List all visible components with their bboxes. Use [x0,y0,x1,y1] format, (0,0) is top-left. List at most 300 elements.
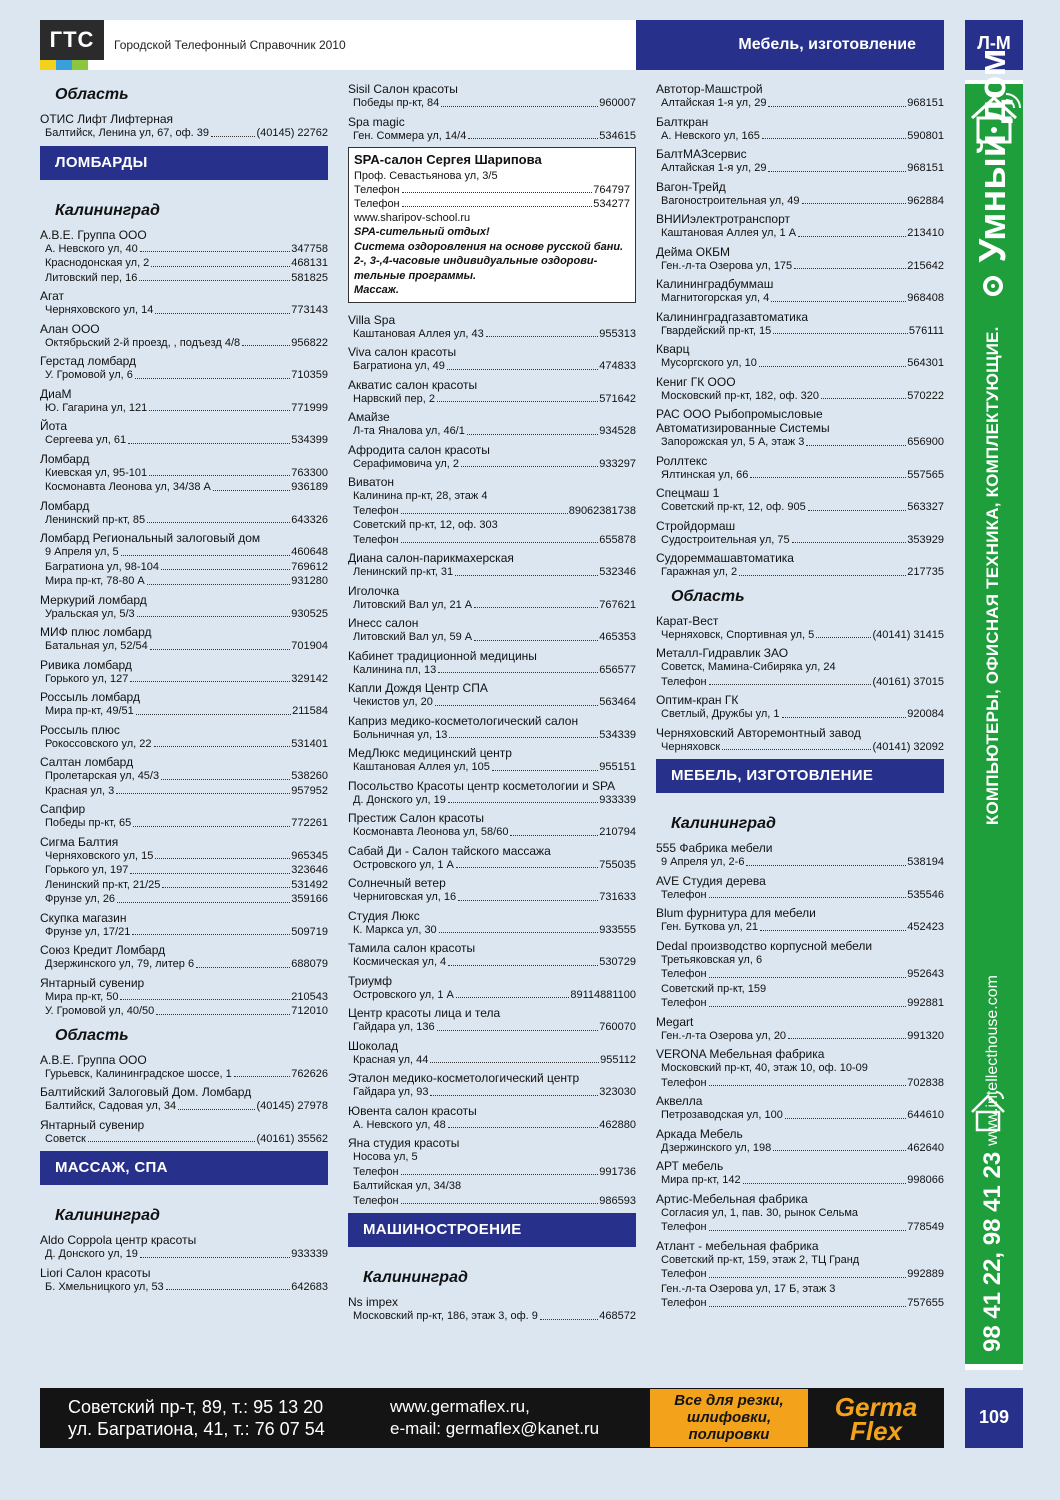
listing-address: Победы пр-кт, 84 [353,97,440,109]
dot-leader [792,533,907,544]
dot-leader [166,1280,291,1291]
listing-line [348,424,636,439]
listing-entry [40,1053,328,1082]
dot-leader [149,401,290,412]
listing-name: VERONA Мебельная фабрика [656,1047,825,1061]
listing-phone: 968151 [907,97,944,109]
region-heading: Область [671,587,745,605]
dot-leader [461,457,598,468]
listing-phone: 210794 [599,826,636,838]
dot-leader [709,996,907,1007]
listing-line [40,816,328,831]
listing-address: Пролетарская ул, 45/3 [45,770,160,782]
listing-entry [40,976,328,1019]
listing-line [40,336,328,351]
listing-line [348,988,636,1003]
listing-address: Ленинский пр-кт, 85 [45,513,146,526]
listing-line [656,291,944,306]
dot-leader [455,565,598,576]
logo-stripe-white [88,60,104,70]
listing-entry [40,1266,328,1295]
listing-line [656,707,944,722]
listing-line [348,392,636,407]
listing-phone: 468572 [599,1310,636,1322]
listing-entry [348,410,636,439]
ad-phone-line [354,183,630,197]
listing-phone: 986593 [599,1194,636,1207]
listing-line [40,704,328,719]
listing-phone: (40161) 35562 [256,1132,328,1145]
listing-entry [40,911,328,940]
dot-leader [467,424,598,435]
dot-leader [155,303,290,314]
listing-address: Ю. Гагарина ул, 121 [45,401,148,414]
listing-phone: 557565 [907,468,944,481]
listing-phone: 563327 [907,501,944,513]
listing-name: БалтМАЗсервис [656,147,747,161]
dot-leader [137,607,291,618]
side-products: КОМПЬЮТЕРЫ, ОФИСНАЯ ТЕХНИКА, КОМПЛЕКТУЮЩИЕ. [983,326,1002,826]
listing-name: Вагон-Трейд [656,179,726,194]
listing-phone: (40145) 22762 [256,127,328,139]
listing-address: Алтайская 1-я ул, 29 [661,162,767,174]
listing-entry [40,625,328,654]
listing-phone: 590801 [907,129,944,142]
listing-address: Ген.-л-та Озерова ул, 17 Б, этаж 3 [661,1282,836,1295]
dot-leader [709,888,907,899]
listing-entry [348,746,636,775]
listing-entry [348,313,636,342]
listing-address: Красная ул, 3 [45,784,115,797]
listing-line [348,1150,636,1165]
dot-leader [441,96,598,107]
dot-leader [456,858,598,869]
dot-leader [162,878,290,889]
dot-leader [161,560,290,571]
listing-line [40,256,328,271]
ad-phone: 534277 [593,198,630,210]
listing-phone: 359166 [291,893,328,905]
listing-line [656,1282,944,1297]
listing-phone: 462640 [907,1141,944,1154]
listing-line [40,1067,328,1082]
listing-phone: 955313 [599,327,636,340]
dot-leader [709,675,872,686]
listing-address: Гаражная ул, 2 [661,566,738,578]
listing-phone: 992889 [907,1268,944,1280]
listing-address: Гурьевск, Калининградское шоссе, 1 [45,1067,232,1080]
dot-leader [492,760,598,771]
listing-entry [40,289,328,318]
listing-name: Балткран [656,114,709,129]
listing-entry [348,82,636,111]
listing-entry [656,486,944,515]
listing-name: Атлант - мебельная фабрика [656,1238,819,1253]
listing-line [348,955,636,970]
listing-name: 555 Фабрика мебели [656,841,773,855]
listing-entry [348,345,636,374]
dot-leader [117,892,290,903]
listing-phone: 323030 [599,1086,636,1098]
dot-leader [213,480,290,491]
listing-phone: 655878 [599,533,636,546]
listing-name: МедЛюкс медицинский центр [348,746,512,760]
listing-entry [348,1136,636,1208]
listing-address: Советск [45,1132,86,1145]
listing-line [40,545,328,560]
dot-leader [121,545,291,556]
listing-address: Каштановая Аллея ул, 105 [353,761,490,773]
listing-phone: 534615 [599,129,636,142]
listing-phone: 933555 [599,923,636,936]
listing-name: Солнечный ветер [348,876,446,890]
listing-line [40,769,328,784]
dot-leader [120,990,290,1001]
listing-line [40,433,328,448]
listing-line [656,161,944,176]
listing-entry [656,646,944,689]
listing-phone: 531401 [291,737,328,750]
listing-address: Носова ул, 5 [353,1151,418,1163]
dot-leader [448,1118,599,1129]
listing-address: Черняховского ул, 15 [45,849,154,862]
listing-name: Афродита салон красоты [348,442,490,457]
listing-phone: 933297 [599,457,636,470]
listing-entry [348,909,636,938]
dot-leader [401,1165,599,1176]
listing-line [40,607,328,622]
listing-address: Телефон [661,1076,707,1089]
listing-phone: 642683 [291,1280,328,1293]
listing-line [348,695,636,710]
listing-address: Телефон [661,888,707,901]
listing-line [656,1253,944,1268]
logo-text: ГТС [40,20,104,60]
listing-line [656,324,944,339]
listing-phone: 769612 [291,560,328,573]
listing-name: Агат [40,289,65,303]
listing-line [656,628,944,643]
listing-address: Литовский пер, 16 [45,271,138,284]
listing-phone: 760070 [599,1021,636,1033]
listing-address: Каштановая Аллея ул, 1 А [661,227,797,239]
dot-leader [798,226,906,237]
ad-phone-label: Телефон [354,184,400,196]
dot-leader [788,1029,906,1040]
listing-phone: 992881 [907,997,944,1009]
listing-phone: 968151 [907,162,944,174]
dot-leader [448,955,598,966]
listing-address: Гвардейский пр-кт, 15 [661,324,772,337]
listing-name: Villa Spa [348,312,396,327]
listing-address: Литовский Вал ул, 21 А [353,598,473,611]
listing-name: Dedal производство корпусной мебели [656,938,873,953]
listing-entry [656,1239,944,1311]
listing-address: Литовский Вал ул, 59 А [353,631,473,643]
logo-stripe-yellow [40,60,56,70]
listing-line [656,888,944,903]
listing-name: Ювента салон красоты [348,1103,477,1118]
logo-stripe-blue [56,60,72,70]
listing-phone: 534399 [291,434,328,446]
listing-phone: 702838 [907,1076,944,1089]
listing-address: Телефон [353,1165,399,1178]
region-heading: Калининград [671,815,776,832]
listing-address: Серафимовича ул, 2 [353,457,459,470]
listing-line [656,675,944,690]
listing-entry [656,841,944,870]
listing-phone: (40145) 27978 [256,1100,328,1112]
listing-line [40,271,328,286]
ad-website[interactable]: www.sharipov-school.ru [354,212,471,224]
listing-address: Киевская ул, 95-101 [45,466,148,479]
dot-leader [468,129,598,140]
listing-name: Янтарный сувенир [40,1117,145,1132]
listing-address: А. Невского ул, 40 [45,242,138,255]
listing-line [40,303,328,318]
listing-entry [656,1015,944,1044]
listing-address: Судостроительная ул, 75 [661,533,790,546]
listing-entry [656,245,944,274]
listing-name: Liori Салон красоты [40,1265,151,1280]
listing-line [656,129,944,144]
listing-name: Карат-Вест [656,613,719,628]
dot-leader [242,336,290,347]
listing-name: Салтан ломбард [40,755,134,769]
listing-line [656,953,944,968]
dot-leader [147,574,291,585]
listing-name: Автотор-Машстрой [656,82,763,96]
listing-line [348,825,636,840]
listing-phone: 763300 [291,466,328,479]
listing-name: ВНИИэлектротранспорт [656,212,790,226]
listing-line [656,1296,944,1311]
listing-line [40,466,328,481]
listing-address: Дзержинского ул, 198 [661,1141,772,1154]
dot-leader [437,392,598,403]
dot-leader [401,504,568,515]
listing-line [656,1206,944,1221]
listing-name: А.В.Е. Группа ООО [40,227,147,242]
listing-line [656,1029,944,1044]
ring-icon [983,276,1003,296]
listing-phone: 656900 [907,436,944,448]
region-heading: Калининград [363,1269,468,1286]
listing-phone: 217735 [907,566,944,578]
slogan-line: шлифовки, [686,1409,772,1426]
listing-entry [656,551,944,580]
ad-phone-line [354,197,630,211]
listing-entry [656,939,944,1011]
listing-entry [40,755,328,798]
listing-phone: 563464 [599,696,636,708]
dot-leader [437,1020,599,1031]
dot-leader [116,784,290,795]
dot-leader [139,271,290,282]
listing-name: Тамила салон красоты [348,941,476,955]
listing-phone: 688079 [291,958,328,970]
listing-name: Меркурий ломбард [40,592,147,607]
dot-leader [510,825,598,836]
listing-address: Советск, Мамина-Сибиряка ул, 24 [661,661,836,673]
listing-phone: 538260 [291,770,328,782]
dot-leader [709,1267,907,1278]
listing-line [40,1132,328,1147]
listing-phone: 731633 [599,891,636,903]
listing-address: Больничная ул, 13 [353,728,448,741]
listing-entry [348,1039,636,1068]
listing-phone: 755035 [599,858,636,871]
listing-name: Сигма Балтия [40,834,119,849]
listing-name: Триумф [348,973,393,988]
footer-website[interactable]: www.germaflex.ru, [390,1397,530,1416]
listing-name: Оптим-кран ГК [656,693,739,707]
listing-line [348,630,636,645]
listing-phone: 530729 [599,956,636,968]
spa-ad-box [348,147,636,303]
listing-address: Красная ул, 44 [353,1053,429,1066]
listing-entry [40,419,328,448]
listing-line [40,242,328,257]
listing-address: Краснодонская ул, 2 [45,257,150,269]
listing-line [348,129,636,144]
listing-line [656,194,944,209]
listing-entry [348,681,636,710]
listing-address: Ген. Буткова ул, 21 [661,921,759,933]
listing-phone: 710359 [291,369,328,381]
listing-address: Каштановая Аллея ул, 43 [353,327,484,340]
listing-phone: 955112 [600,1053,636,1066]
listing-entry [656,1047,944,1090]
listing-phone: 960007 [599,97,636,109]
footer-slogan [650,1389,808,1447]
listing-line [40,1099,328,1114]
listing-name: Инесс салон [348,616,419,630]
listing-line [656,565,944,580]
dot-leader [808,500,907,511]
category-heading: ЛОМБАРДЫ [40,146,328,180]
listing-address: У. Громовой ул, 40/50 [45,1005,155,1017]
footer-contacts [390,1396,599,1440]
listing-address: Космонавта Леонова ул, 58/60 [353,826,509,838]
ad-phone: 764797 [593,184,630,196]
listing-line [656,356,944,371]
logo-stripe-green [72,60,88,70]
listing-address: Мира пр-кт, 78-80 А [45,575,145,587]
listing-phone: 762626 [291,1067,328,1080]
dot-leader [486,327,599,338]
listing-phone: 509719 [291,925,328,938]
region-heading: Калининград [55,1207,160,1224]
listing-phone: 965345 [291,849,328,862]
listing-entry [656,147,944,176]
listing-address: Согласия ул, 1, пав. 30, рынок Сельма [661,1206,859,1219]
listing-entry [348,115,636,144]
listing-phone: 89114881100 [570,988,636,1001]
dot-leader [743,1173,907,1184]
listing-address: К. Маркса ул, 30 [353,923,437,936]
listing-name: Ns impex [348,1295,399,1309]
logo-line: Flex [849,1416,903,1446]
listing-address: Черняховск, Спортивная ул, 5 [661,628,815,641]
listing-phone: 962884 [907,194,944,207]
listing-name: Ломбард Региональный залоговый дом [40,531,261,545]
listing-line [40,401,328,416]
listing-address: Уральская ул, 5/3 [45,607,135,620]
listing-name: Sisil Салон красоты [348,82,458,96]
listing-line [348,457,636,472]
side-brand [972,48,1015,296]
listing-phone: (40161) 37015 [872,675,944,688]
listing-address: Черняховск [661,740,721,753]
listing-entry [40,387,328,416]
listing-name: Центр красоты лица и тела [348,1006,501,1020]
listing-line [656,468,944,483]
listing-phone: 570222 [907,389,944,402]
dot-leader [540,1309,598,1320]
side-website[interactable]: www.intellecthouse.com [984,975,1001,1146]
section-title: Мебель, изготовление [636,20,944,70]
listing-line [348,760,636,775]
listing-line [40,126,328,141]
listing-line [656,1267,944,1282]
listing-address: Мира пр-кт, 50 [45,990,119,1003]
listing-address: У. Громовой ул, 6 [45,369,133,381]
listing-line [656,226,944,241]
listing-phone: 571642 [599,392,636,405]
listing-entry [656,874,944,903]
listing-phone: 936189 [291,481,328,493]
listing-name: Ломбард [40,498,90,513]
listing-line [348,793,636,808]
listing-name: Кабинет традиционной медицины [348,648,537,663]
listing-line [348,1020,636,1035]
listing-entry [348,1006,636,1035]
listing-entry [348,443,636,472]
dot-leader [128,433,290,444]
listing-line [656,996,944,1011]
listing-entry [40,593,328,622]
letter-range: Л-М [965,20,1023,70]
dot-leader [771,291,906,302]
footer-email[interactable]: e-mail: germaflex@kanet.ru [390,1419,600,1438]
listing-phone: 934528 [599,425,636,437]
listing-entry [656,82,944,111]
listing-phone: 460648 [291,546,328,558]
listing-line [348,858,636,873]
dot-leader [133,816,290,827]
listing-line [40,878,328,893]
listing-line [348,359,636,374]
listing-address: Телефон [661,968,707,980]
listing-name: Судореммашавтоматика [656,551,794,565]
listing-entry [40,452,328,495]
listing-name: МИФ плюс ломбард [40,625,152,639]
region-heading: Область [55,1026,129,1044]
listing-address: Балтийск, Садовая ул, 34 [45,1100,177,1112]
dot-leader [709,1076,907,1087]
listing-address: Телефон [661,1221,707,1233]
listing-line [40,849,328,864]
listing-line [40,672,328,687]
listing-entry [348,779,636,808]
listing-line [656,740,944,755]
listing-line [348,1118,636,1133]
listing-address: Горького ул, 197 [45,864,129,876]
listing-name: Viva салон красоты [348,345,457,359]
dot-leader [773,324,908,335]
listing-address: Телефон [661,1268,707,1280]
